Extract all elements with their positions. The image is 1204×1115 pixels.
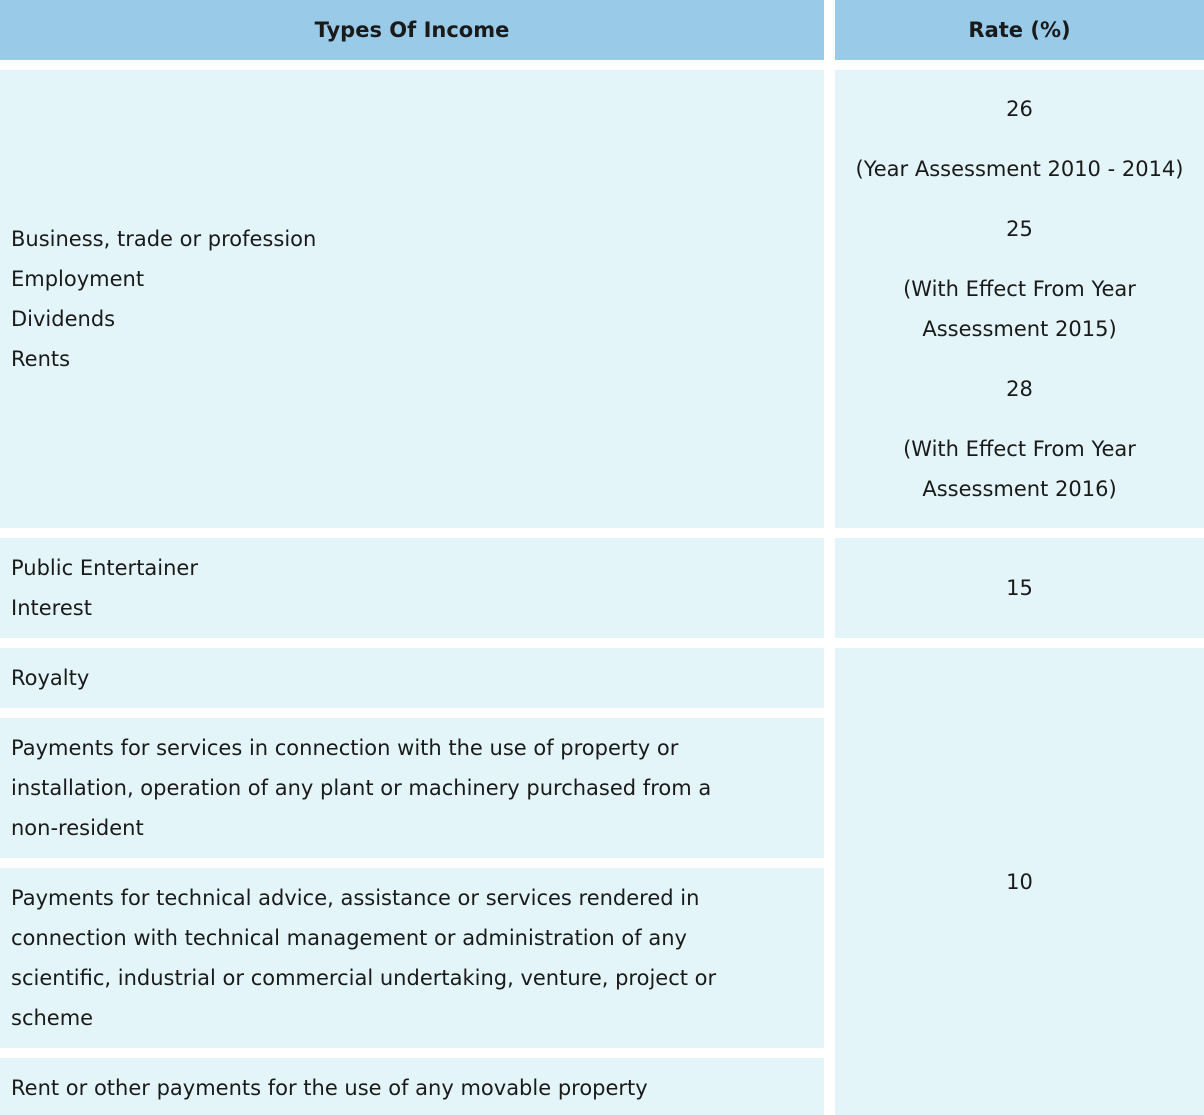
income-technical-advice-line4: scheme	[11, 1006, 94, 1030]
rate-28-note-line1: (With Effect From Year	[903, 437, 1136, 461]
rate-25: 25	[1006, 217, 1033, 241]
header-rate: Rate (%)	[835, 0, 1204, 60]
rate-cell-10	[835, 648, 1204, 1115]
income-technical-advice-line3: scientific, industrial or commercial undertaking, venture, project or	[11, 966, 717, 990]
header-types-of-income: Types Of Income	[0, 0, 824, 60]
income-employment: Employment	[11, 267, 145, 291]
rate-28-note-line2: Assessment 2016)	[922, 477, 1117, 501]
income-royalty: Royalty	[11, 666, 90, 690]
income-cell-technical-advice	[0, 868, 824, 1048]
income-cell-movable-property	[0, 1058, 824, 1115]
rate-15: 15	[1006, 576, 1033, 600]
income-movable-property: Rent or other payments for the use of any movable property	[11, 1076, 648, 1100]
income-dividends: Dividends	[11, 307, 116, 331]
rate-25-note-line1: (With Effect From Year	[903, 277, 1136, 301]
income-technical-advice-line1: Payments for technical advice, assistance or services rendered in	[11, 886, 700, 910]
income-cell-services-property	[0, 718, 824, 858]
rate-10: 10	[1006, 869, 1033, 894]
income-interest: Interest	[11, 596, 92, 620]
income-business: Business, trade or profession	[11, 227, 317, 251]
income-public-entertainer: Public Entertainer	[11, 556, 198, 580]
rate-28: 28	[1006, 377, 1033, 401]
rate-25-note-line2: Assessment 2015)	[922, 317, 1117, 341]
rate-26-note: (Year Assessment 2010 - 2014)	[855, 157, 1184, 181]
rate-cell-15	[835, 538, 1204, 638]
income-rents: Rents	[11, 347, 71, 371]
income-cell-entertainer-interest	[0, 538, 824, 638]
income-cell-general	[0, 70, 824, 528]
income-cell-royalty	[0, 648, 824, 708]
income-services-property-line2: installation, operation of any plant or machinery purchased from a	[11, 776, 712, 800]
income-services-property-line3: non-resident	[11, 816, 144, 840]
income-services-property-line1: Payments for services in connection with the use of property or	[11, 736, 679, 760]
income-technical-advice-line2: connection with technical management or administration of any	[11, 926, 687, 950]
rate-26: 26	[1006, 97, 1033, 121]
rate-cell-general	[835, 70, 1204, 528]
